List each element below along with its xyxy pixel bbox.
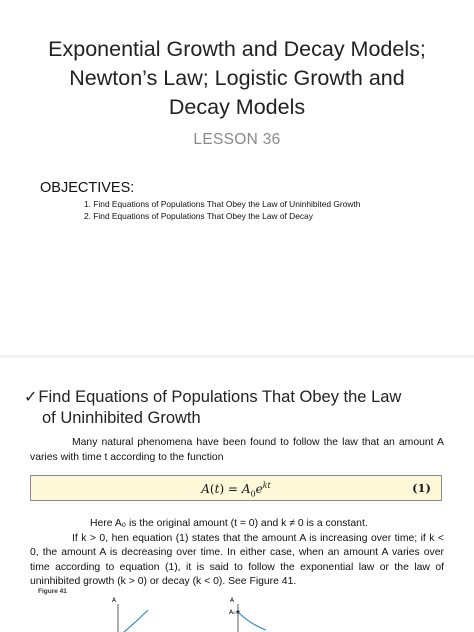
objective-item: 1. Find Equations of Populations That Obey the Law of Uninhibited Growth <box>84 199 361 209</box>
objective-item: 2. Find Equations of Populations That Obey the Law of Decay <box>84 210 313 221</box>
content-slide <box>0 358 474 632</box>
lesson-subtitle: LESSON 36 <box>193 131 281 148</box>
section-heading-line1: Find Equations of Populations That Obey the Law <box>38 388 402 406</box>
axis-label-a0: A₀ <box>229 609 236 616</box>
intro-paragraph: Many natural phenomena have been found to follow the law that an amount A varies with time t according to the function <box>30 437 444 463</box>
figure-label: Figure 41 <box>38 588 67 595</box>
figure-41-graphs <box>100 590 300 632</box>
equation-number: (1) <box>412 481 431 495</box>
objectives-list <box>84 199 360 222</box>
check-mark-icon: ✓ <box>24 389 38 406</box>
equation-box <box>30 475 442 501</box>
explanation-paragraph <box>30 517 444 590</box>
growth-curve <box>124 610 148 632</box>
decay-curve <box>238 612 266 630</box>
decay-graph <box>229 597 266 632</box>
explanation-rest: If k > 0, hen equation (1) states that the amount A is increasing over time; if k < 0, the amount A is decreasing over time. In either case, when an amount A varies over time according to equation (1), it is said to follow the exponential law or the law of uninhibited growth (k > 0) or decay (k < 0). See Figure 41. <box>30 532 444 587</box>
axis-label-a: A <box>112 597 117 604</box>
equation: $A(t) = A_0e^{kt}$ <box>201 481 271 499</box>
explanation-line1: Here A₀ is the original amount (t = 0) and k ≠ 0 is a constant. <box>90 518 368 529</box>
axis-label-a: A <box>230 597 235 604</box>
growth-graph <box>112 597 148 632</box>
slide-title: Exponential Growth and Decay Models; Newton’s Law; Logistic Growth and Decay Models <box>48 37 426 119</box>
objectives-heading: OBJECTIVES: <box>40 180 135 196</box>
section-heading <box>24 387 454 429</box>
section-heading-line2: of Uninhibited Growth <box>42 409 201 427</box>
